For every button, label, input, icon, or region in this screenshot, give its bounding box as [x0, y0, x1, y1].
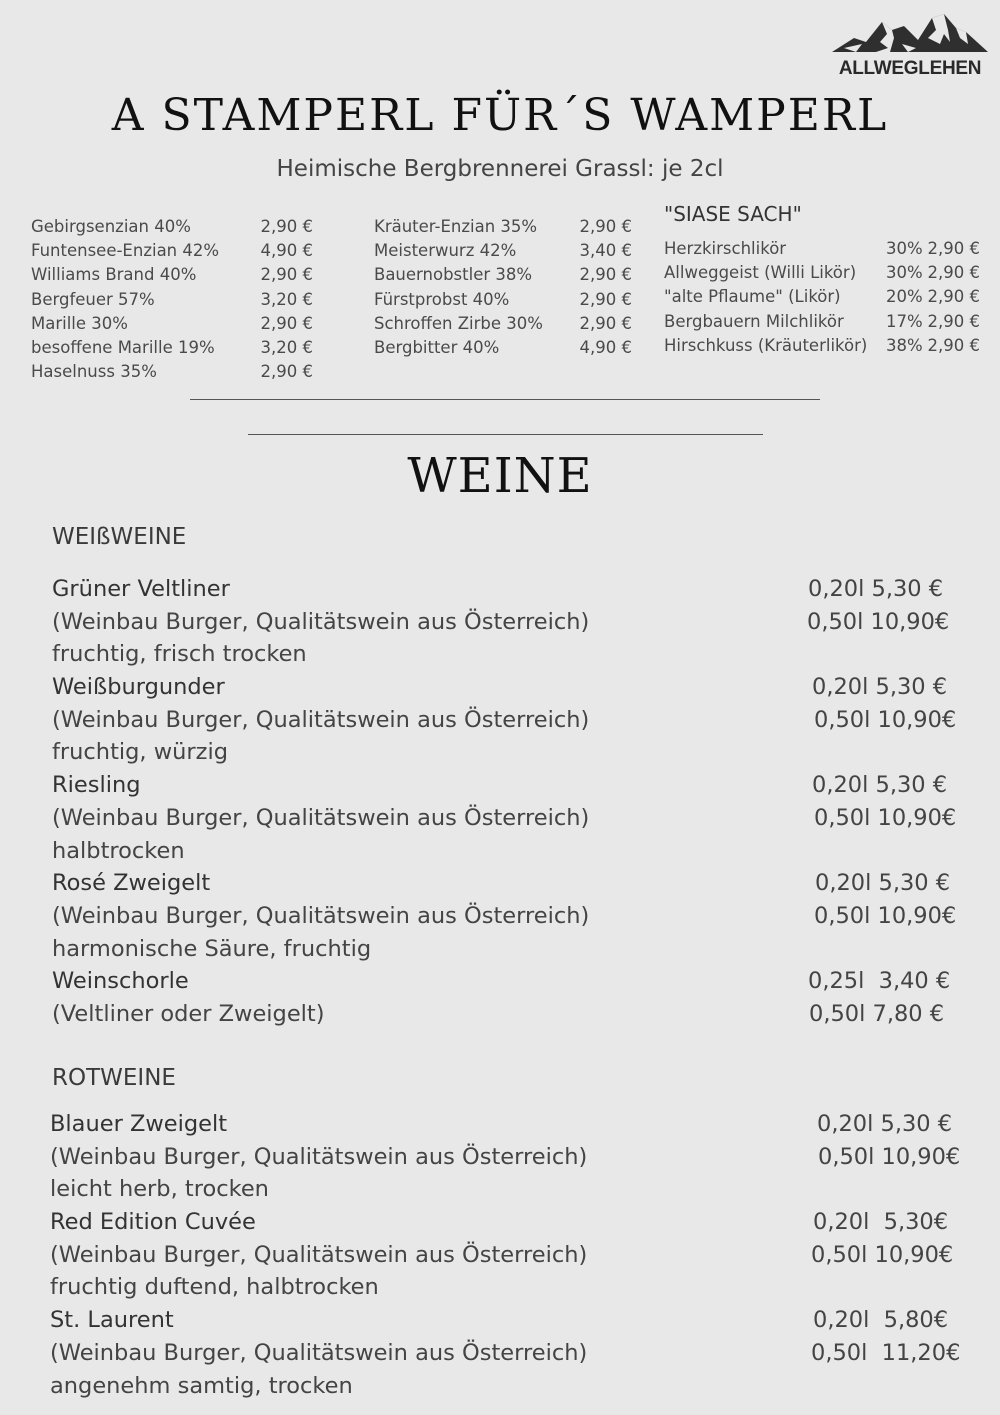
wine-origin: (Weinbau Burger, Qualitätswein aus Österreich): [50, 1241, 588, 1268]
item-percent: 30%: [886, 263, 923, 283]
wine-price-large: 0,50l 10,90€: [814, 902, 957, 929]
wine-origin-row: [52, 900, 1000, 933]
list-item: [31, 215, 321, 239]
wine-price-large: 0,50l 10,90€: [818, 1143, 961, 1170]
wine-description: harmonische Säure, fruchtig: [52, 935, 372, 962]
list-item: [374, 215, 644, 239]
wine-name: Red Edition Cuvée: [50, 1209, 256, 1236]
wine-name: Riesling: [52, 772, 141, 799]
section-title-weissweine: WEIßWEINE: [52, 524, 187, 550]
schnaps-list-2: [374, 215, 644, 360]
wine-origin: (Weinbau Burger, Qualitätswein aus Österreich): [52, 902, 590, 929]
wine-origin-row: [52, 606, 1000, 639]
wine-price-large: 0,50l 10,90€: [807, 608, 950, 635]
wine-name-row: [52, 573, 1000, 606]
list-item: [31, 288, 321, 312]
weissweine-list: [52, 573, 1000, 1031]
wine-origin: (Veltliner oder Zweigelt): [52, 1000, 325, 1027]
wine-origin-row: [50, 1239, 1000, 1272]
item-price: 2,90 €: [579, 265, 632, 285]
wine-name: Weinschorle: [52, 968, 189, 995]
mountain-icon: [832, 8, 988, 60]
list-item: [664, 261, 984, 285]
wine-name-row: [50, 1108, 1000, 1141]
wine-description: fruchtig, würzig: [52, 739, 228, 766]
item-price: 2,90 €: [260, 362, 313, 382]
item-price: 4,90 €: [579, 337, 632, 357]
list-item: [31, 239, 321, 263]
list-item: [31, 312, 321, 336]
item-price: 2,90 €: [927, 335, 980, 355]
wine-origin-row: [50, 1337, 1000, 1370]
wine-description: leicht herb, trocken: [50, 1176, 269, 1203]
wine-price-large: 0,50l 11,20€: [811, 1339, 961, 1366]
wine-name-row: [50, 1304, 1000, 1337]
wine-name: Rosé Zweigelt: [52, 870, 211, 897]
item-name: Kräuter-Enzian 35%: [374, 217, 538, 236]
wine-description-row: [50, 1173, 1000, 1206]
wine-price-large: 0,50l 10,90€: [814, 804, 957, 831]
list-item: [664, 334, 984, 358]
item-percent: 30%: [886, 239, 923, 258]
wine-name-row: [52, 867, 1000, 900]
wine-name-row: [52, 671, 1000, 704]
item-name: Herzkirschlikör: [664, 239, 787, 258]
wine-origin: (Weinbau Burger, Qualitätswein aus Österreich): [52, 706, 590, 733]
wine-name-row: [50, 1206, 1000, 1239]
wine-description-row: [52, 736, 1000, 769]
divider: [190, 399, 820, 400]
item-price: 2,90 €: [260, 217, 313, 236]
wine-origin-row: [50, 1141, 1000, 1174]
item-price: 3,20 €: [260, 337, 313, 357]
item-price: 2,90 €: [927, 263, 980, 283]
wine-name-row: [52, 769, 1000, 802]
wine-origin: (Weinbau Burger, Qualitätswein aus Österreich): [50, 1143, 588, 1170]
item-name: Bergbitter 40%: [374, 337, 500, 357]
wine-origin: (Weinbau Burger, Qualitätswein aus Österreich): [52, 804, 590, 831]
wine-price-small: 0,20l 5,30 €: [808, 576, 944, 602]
item-percent: 17%: [886, 311, 923, 331]
item-price: 3,40 €: [579, 241, 632, 261]
item-price: 2,90 €: [260, 313, 313, 333]
item-name: Gebirgsenzian 40%: [31, 217, 191, 236]
item-name: Hirschkuss (Kräuterlikör): [664, 335, 868, 355]
siase-sach-title: "SIASE SACH": [664, 202, 802, 226]
list-item: [374, 263, 644, 287]
wine-price-large: 0,50l 7,80 €: [809, 1000, 945, 1027]
list-item: [374, 239, 644, 263]
wine-price-large: 0,50l 10,90€: [811, 1241, 954, 1268]
schnaps-list-1: [31, 215, 321, 384]
wine-description: halbtrocken: [52, 837, 185, 864]
item-price: 2,90 €: [260, 265, 313, 285]
section-title-weine: WEINE: [407, 448, 593, 504]
item-name: Schroffen Zirbe 30%: [374, 313, 543, 333]
wine-description-row: [50, 1370, 1000, 1403]
wine-origin: (Weinbau Burger, Qualitätswein aus Österreich): [52, 608, 590, 635]
wine-description-row: [52, 638, 1000, 671]
item-name: Bauernobstler 38%: [374, 265, 533, 285]
wine-price-small: 0,20l 5,30€: [813, 1209, 949, 1236]
item-price: 2,90 €: [927, 239, 980, 258]
item-name: Bergfeuer 57%: [31, 289, 155, 309]
item-name: Funtensee-Enzian 42%: [31, 241, 220, 261]
wine-description-row: [50, 1271, 1000, 1304]
item-price: 3,20 €: [260, 289, 313, 309]
item-name: Allweggeist (Willi Likör): [664, 263, 857, 283]
wine-price-small: 0,20l 5,80€: [813, 1307, 949, 1334]
wine-description-row: [52, 933, 1000, 966]
item-price: 2,90 €: [579, 217, 632, 236]
wine-name: Blauer Zweigelt: [50, 1111, 228, 1137]
item-name: Fürstprobst 40%: [374, 289, 510, 309]
item-name: Williams Brand 40%: [31, 265, 197, 285]
list-item: [374, 336, 644, 360]
wine-description: angenehm samtig, trocken: [50, 1372, 353, 1399]
wine-price-small: 0,20l 5,30 €: [812, 772, 948, 799]
list-item: [374, 312, 644, 336]
page-title: A STAMPERL FÜR´S WAMPERL: [111, 90, 889, 141]
wine-price-small: 0,20l 5,30 €: [812, 674, 948, 701]
item-price: 2,90 €: [927, 287, 980, 307]
item-name: Meisterwurz 42%: [374, 241, 517, 261]
divider: [248, 434, 763, 435]
item-percent: 38%: [886, 335, 923, 355]
item-price: 2,90 €: [579, 313, 632, 333]
wine-origin-row: [52, 998, 1000, 1031]
wine-description-row: [52, 835, 1000, 868]
wine-origin-row: [52, 802, 1000, 835]
wine-name: Weißburgunder: [52, 674, 225, 701]
list-item: [664, 237, 984, 261]
wine-name-row: [52, 965, 1000, 998]
wine-description: fruchtig duftend, halbtrocken: [50, 1274, 379, 1301]
wine-price-small: 0,25l 3,40 €: [808, 968, 951, 995]
item-price: 2,90 €: [579, 289, 632, 309]
wine-price-small: 0,20l 5,30 €: [815, 870, 951, 897]
list-item: [664, 285, 984, 309]
item-name: Bergbauern Milchlikör: [664, 311, 844, 331]
item-name: besoffene Marille 19%: [31, 337, 215, 357]
wine-name: Grüner Veltliner: [52, 576, 230, 602]
list-item: [664, 310, 984, 334]
item-name: Haselnuss 35%: [31, 362, 157, 382]
logo: [826, 6, 994, 82]
item-price: 2,90 €: [927, 311, 980, 331]
item-percent: 20%: [886, 287, 923, 307]
wine-price-small: 0,20l 5,30 €: [817, 1111, 953, 1137]
list-item: [374, 288, 644, 312]
wine-description: fruchtig, frisch trocken: [52, 641, 307, 668]
siase-sach-list: [664, 237, 984, 358]
list-item: [31, 263, 321, 287]
wine-name: St. Laurent: [50, 1307, 174, 1334]
wine-origin-row: [52, 704, 1000, 737]
list-item: [31, 336, 321, 360]
wine-price-large: 0,50l 10,90€: [814, 706, 957, 733]
item-price: 4,90 €: [260, 241, 313, 261]
item-name: "alte Pflaume" (Likör): [664, 287, 841, 307]
subtitle: Heimische Bergbrennerei Grassl: je 2cl: [276, 156, 724, 182]
section-title-rotweine: ROTWEINE: [52, 1065, 176, 1091]
logo-text: ALLWEGLEHEN: [838, 58, 982, 79]
wine-origin: (Weinbau Burger, Qualitätswein aus Österreich): [50, 1339, 588, 1366]
item-name: Marille 30%: [31, 313, 128, 333]
rotweine-list: [50, 1108, 1000, 1402]
list-item: [31, 360, 321, 384]
